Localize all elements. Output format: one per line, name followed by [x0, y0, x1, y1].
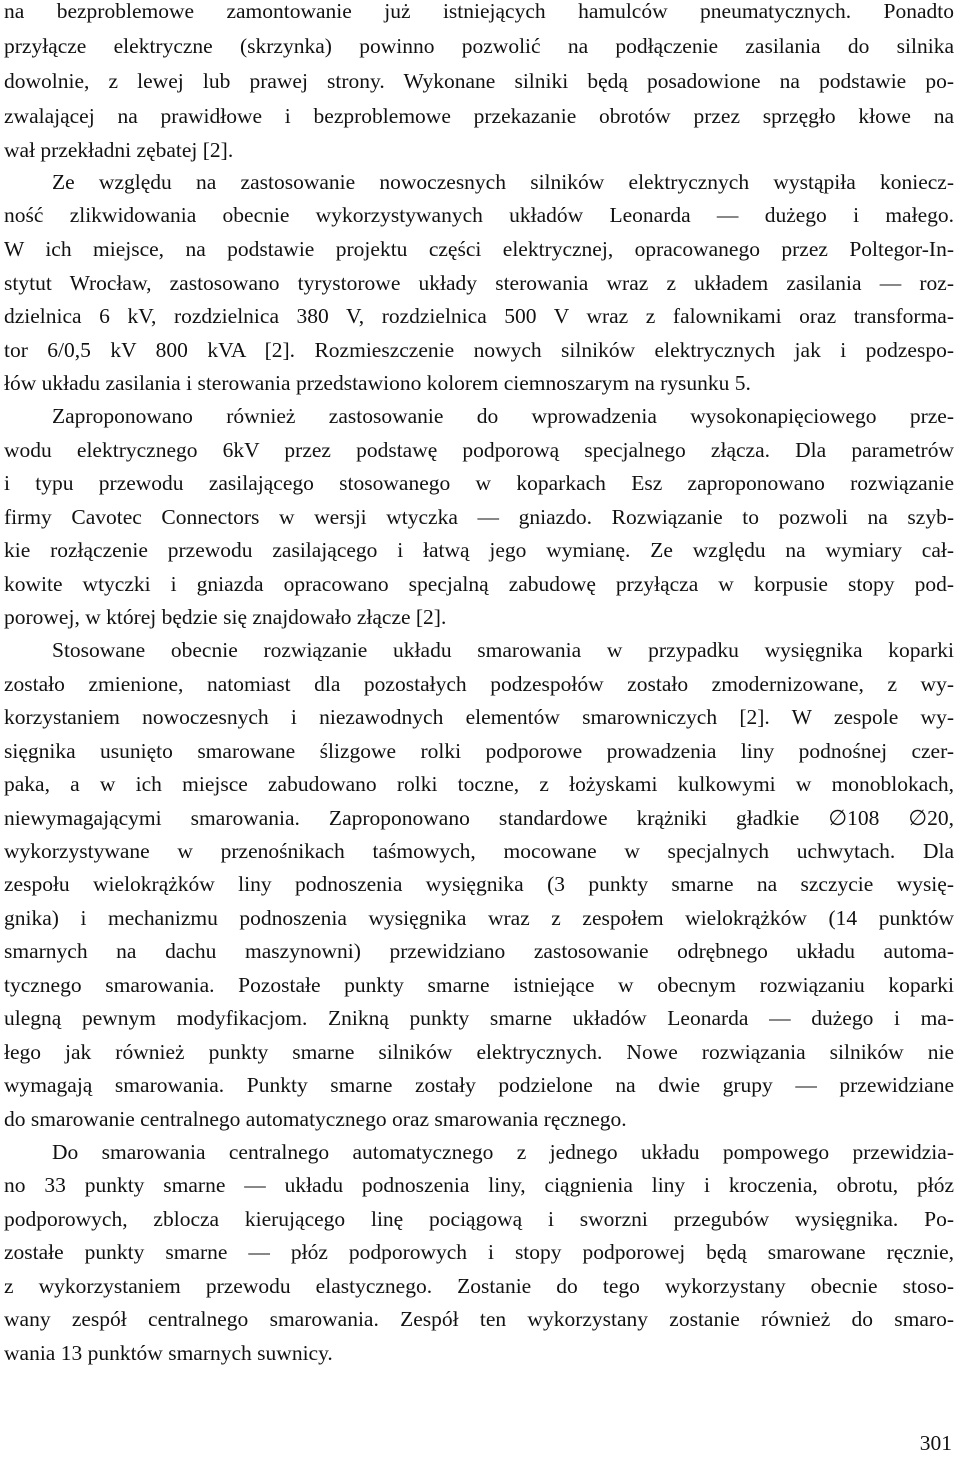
text-line: kie rozłączenie przewodu zasilającego i łatwą jego wymianę. Ze względu na wymiary cał-: [4, 538, 954, 562]
text-line: gnika) i mechanizmu podnoszenia wysięgnika wraz z zespołem wielokrążków (14 punktów: [4, 906, 954, 930]
text-line: wania 13 punktów smarnych suwnicy.: [4, 1341, 333, 1365]
text-line: wał przekładni zębatej [2].: [4, 138, 234, 162]
text-line: ulegną pewnym modyfikacjom. Znikną punkty smarne układów Leonarda — dużego i ma-: [4, 1006, 954, 1030]
text-line: W ich miejsce, na podstawie projektu części elektrycznej, opracowanego przez Poltegor-In-: [4, 237, 954, 261]
paragraph-first-line: Stosowane obecnie rozwiązanie układu smarowania w przypadku wysięgnika koparki: [52, 638, 954, 662]
paragraph-first-line: Ze względu na zastosowanie nowoczesnych silników elektrycznych wystąpiła koniecz-: [52, 170, 954, 194]
text-line: wodu elektrycznego 6kV przez podstawę podporową specjalnego złącza. Dla parametrów: [4, 438, 954, 462]
text-line: wymagają smarowania. Punkty smarne zostały podzielone na dwie grupy — przewidziane: [4, 1073, 954, 1097]
text-line: przyłącze elektryczne (skrzynka) powinno pozwolić na podłączenie zasilania do silnika: [4, 34, 954, 58]
text-line: na bezproblemowe zamontowanie już istniejących hamulców pneumatycznych. Ponadto: [4, 0, 954, 23]
text-line: zespołu wielokrążków liny podnoszenia wysięgnika (3 punkty smarne na szczycie wysię-: [4, 872, 954, 896]
text-line: sięgnika usunięto smarowane ślizgowe rolki podporowe prowadzenia liny podnośnej czer-: [4, 739, 954, 763]
text-line: ność zlikwidowania obecnie wykorzystywanych układów Leonarda — dużego i małego.: [4, 203, 954, 227]
text-line: i typu przewodu zasilającego stosowanego w koparkach Esz zaproponowano rozwiązanie: [4, 471, 954, 495]
text-line: dzielnica 6 kV, rozdzielnica 380 V, rozdzielnica 500 V wraz z falownikami oraz transforma-: [4, 304, 954, 328]
paragraph-first-line: Zaproponowano również zastosowanie do wprowadzenia wysokonapięciowego prze-: [52, 404, 954, 428]
text-line: no 33 punkty smarne — układu podnoszenia liny, ciągnienia liny i kroczenia, obrotu, płóz: [4, 1173, 954, 1197]
text-line: wykorzystywane w przenośnikach taśmowych, mocowane w specjalnych uchwytach. Dla: [4, 839, 954, 863]
text-line: zostało zmienione, natomiast dla pozostałych podzespołów zostało zmodernizowane, z wy-: [4, 672, 954, 696]
text-line: paka, a w ich miejsce zabudowano rolki toczne, z łożyskami kulkowymi w monoblokach,: [4, 772, 954, 796]
text-line: tor 6/0,5 kV 800 kVA [2]. Rozmieszczenie nowych silników elektrycznych jak i podzespo-: [4, 338, 954, 362]
text-line: kowite wtyczki i gniazda opracowano specjalną zabudowę przyłącza w korpusie stopy pod-: [4, 572, 954, 596]
page-number: 301: [919, 1431, 952, 1455]
text-line: smarnych na dachu maszynowni) przewidziano zastosowanie odrębnego układu automa-: [4, 939, 954, 963]
text-line: zwalającej na prawidłowe i bezproblemowe przekazanie obrotów przez sprzęgło kłowe na: [4, 104, 954, 128]
text-line: tycznego smarowania. Pozostałe punkty smarne istniejące w obecnym rozwiązaniu koparki: [4, 973, 954, 997]
text-line: zostałe punkty smarne — płóz podporowych i stopy podporowej będą smarowane ręcznie,: [4, 1240, 954, 1264]
text-line: korzystaniem nowoczesnych i niezawodnych elementów smarowniczych [2]. W zespole wy-: [4, 705, 954, 729]
text-line: firmy Cavotec Connectors w wersji wtyczka — gniazdo. Rozwiązanie to pozwoli na szyb-: [4, 505, 954, 529]
text-line: łów układu zasilania i sterowania przedstawiono kolorem ciemnoszarym na rysunku 5.: [4, 371, 751, 395]
text-line: podporowych, zblocza kierującego linę pociągową i sworzni przegubów wysięgnika. Po-: [4, 1207, 954, 1231]
text-line: stytut Wrocław, zastosowano tyrystorowe układy sterowania wraz z układem zasilania — roz-: [4, 271, 954, 295]
text-line: porowej, w której będzie się znajdowało złącze [2].: [4, 605, 447, 629]
paragraph-first-line: Do smarowania centralnego automatycznego z jednego układu pompowego przewidzia-: [52, 1140, 954, 1164]
text-line: wany zespół centralnego smarowania. Zespół ten wykorzystany zostanie również do smaro-: [4, 1307, 954, 1331]
text-line: do smarowanie centralnego automatycznego oraz smarowania ręcznego.: [4, 1107, 627, 1131]
text-line: z wykorzystaniem przewodu elastycznego. Zostanie do tego wykorzystany obecnie stoso-: [4, 1274, 954, 1298]
text-line: łego jak również punkty smarne silników elektrycznych. Nowe rozwiązania silników nie: [4, 1040, 954, 1064]
text-line: niewymagającymi smarowania. Zaproponowano standardowe krążniki gładkie ∅108 ∅20,: [4, 806, 954, 830]
text-line: dowolnie, z lewej lub prawej strony. Wykonane silniki będą posadowione na podstawie po-: [4, 69, 954, 93]
